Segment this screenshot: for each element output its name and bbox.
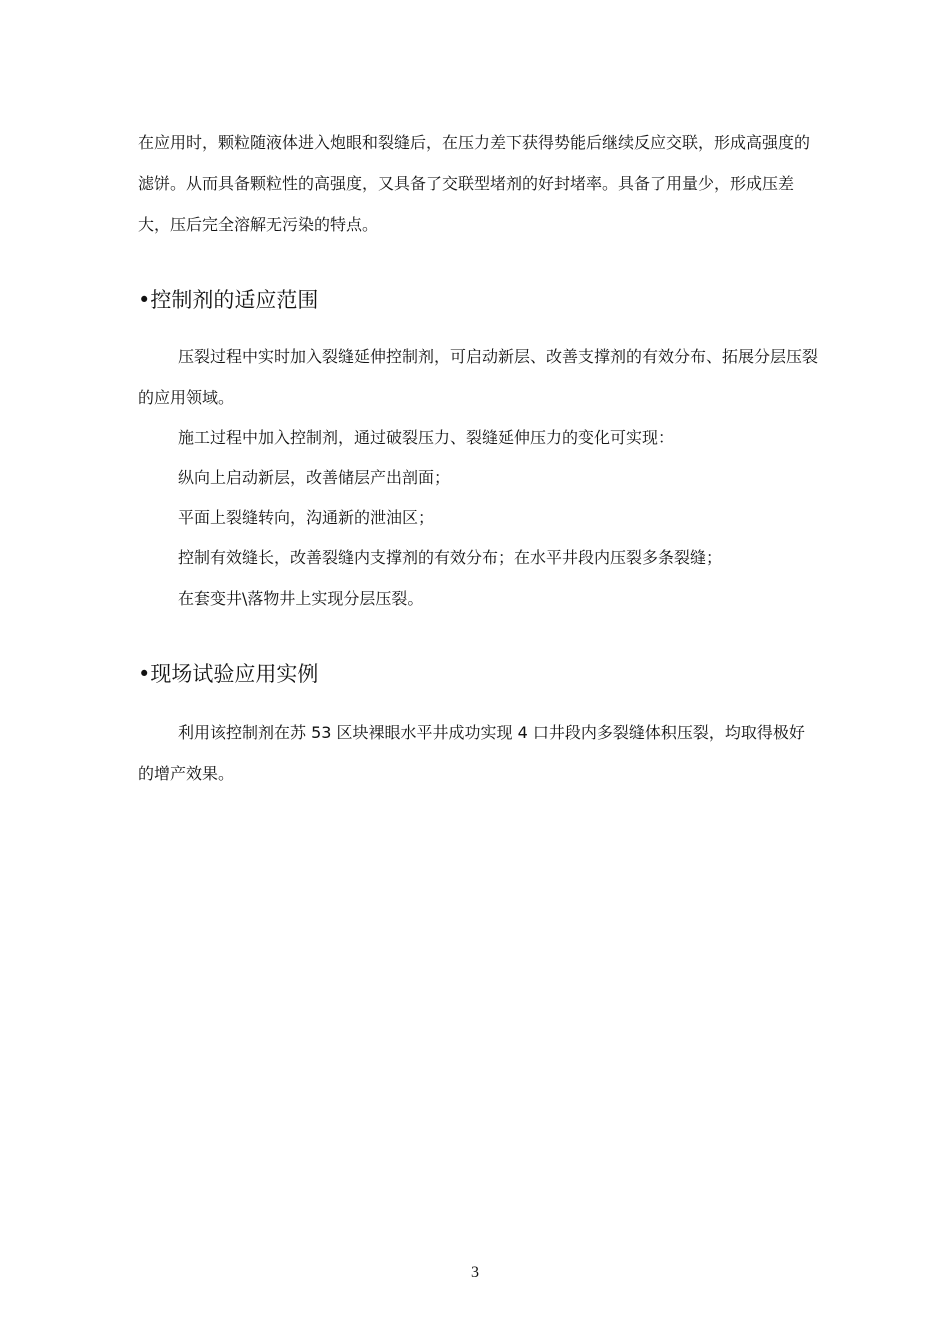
field-test-paragraph: 利用该控制剂在苏 53 区块裸眼水平井成功实现 4 口井段内多裂缝体积压裂，均取得极好的增产效果。	[138, 723, 805, 783]
scope-list-item-4: 在套变井\落物井上实现分层压裂。	[178, 589, 424, 608]
scope-paragraph-1: 压裂过程中实时加入裂缝延伸控制剂，可启动新层、改善支撑剂的有效分布、拓展分层压裂的应用领域。	[138, 347, 819, 407]
scope-paragraph-2: 施工过程中加入控制剂，通过破裂压力、裂缝延伸压力的变化可实现：	[178, 428, 675, 447]
scope-list-item-2: 平面上裂缝转向，沟通新的泄油区；	[178, 508, 435, 527]
page-number: 3	[471, 1264, 479, 1281]
section-heading-scope: •控制剂的适应范围	[138, 288, 319, 312]
scope-list-item-3: 控制有效缝长，改善裂缝内支撑剂的有效分布；在水平井段内压裂多条裂缝；	[178, 548, 723, 567]
body-paragraph-1: 在应用时，颗粒随液体进入炮眼和裂缝后，在压力差下获得势能后继续反应交联，形成高强度的滤饼。从而具备颗粒性的高强度，又具备了交联型堵剂的好封堵率。具备了用量少，形成压差大，压后完全溶解无污染的特点。	[138, 133, 811, 234]
scope-list-item-1: 纵向上启动新层，改善储层产出剖面；	[178, 468, 451, 487]
section-heading-field-test: •现场试验应用实例	[138, 662, 319, 686]
